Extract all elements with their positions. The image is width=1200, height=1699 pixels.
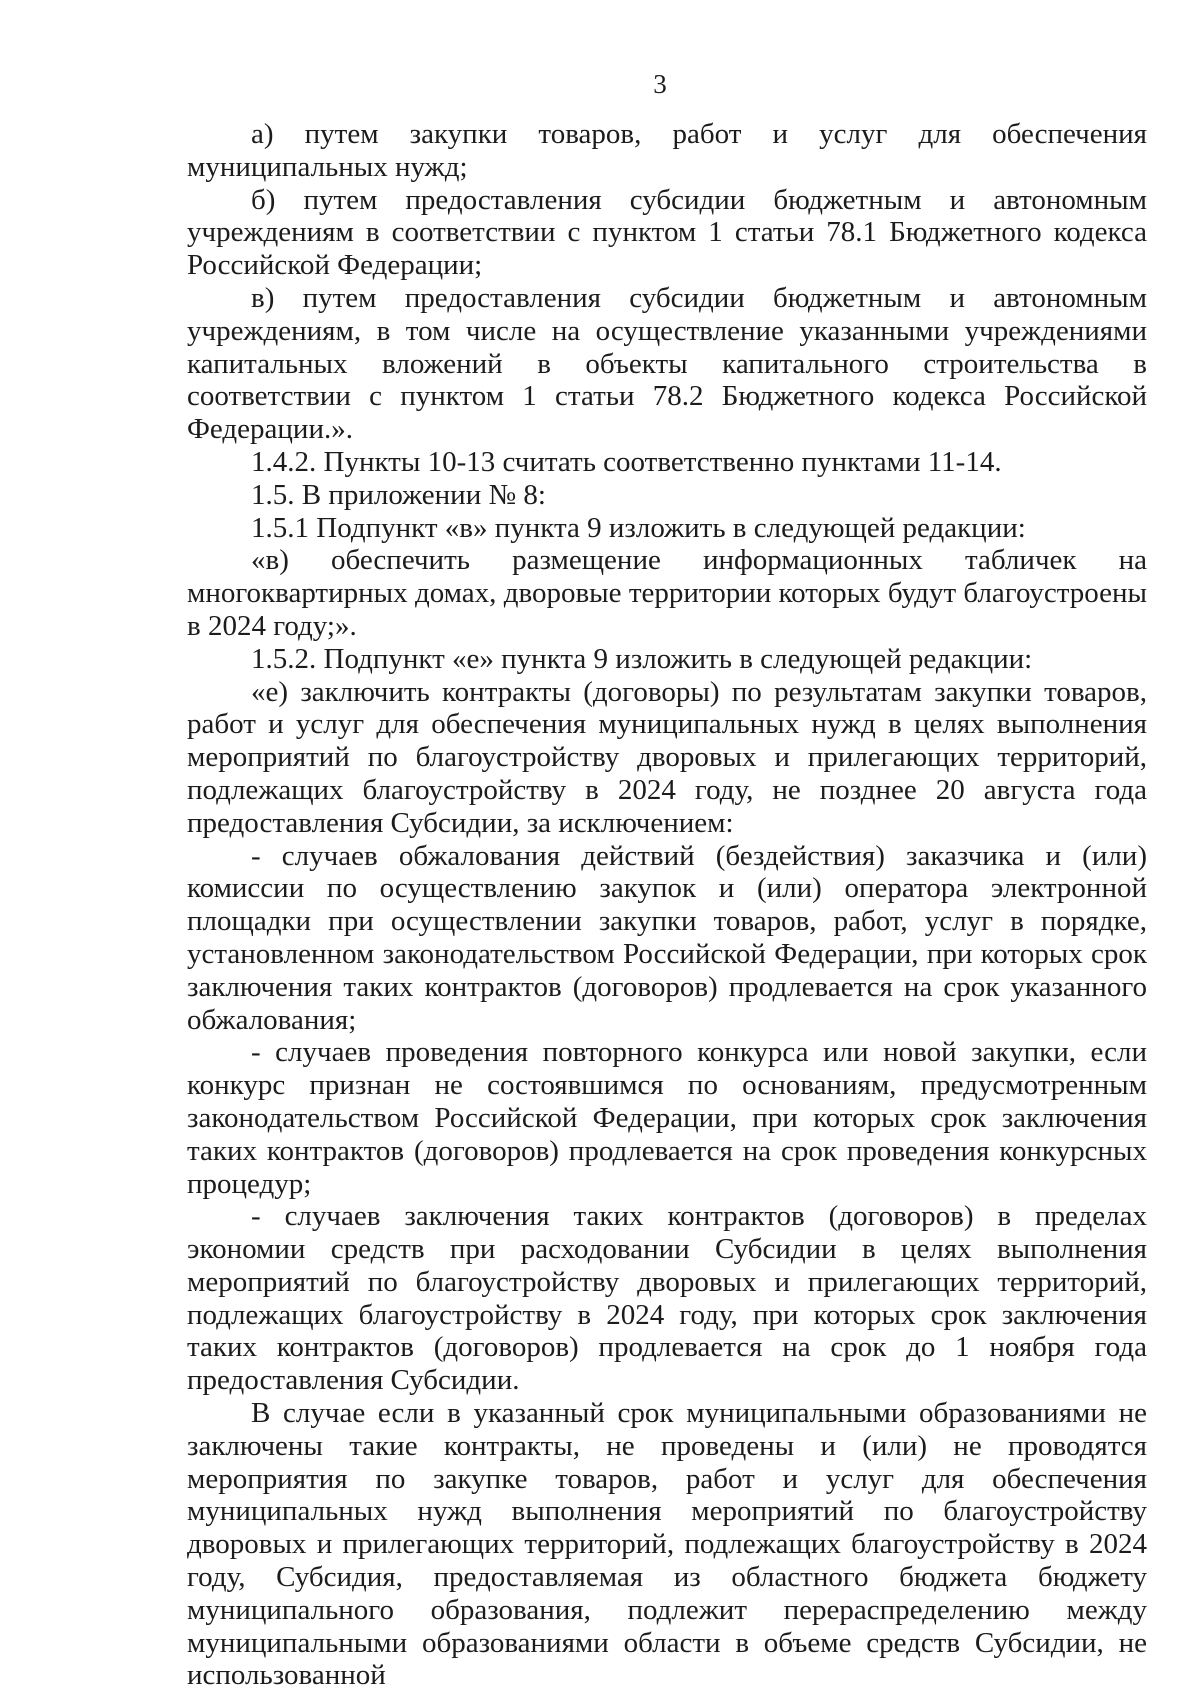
paragraph-quoted-v: «в) обеспечить размещение информационных табличек на многоквартирных домах, дворовые территории которых будут благоустроены в 2024 году;». bbox=[187, 544, 1147, 642]
paragraph-1-5-1: 1.5.1 Подпункт «в» пункта 9 изложить в следующей редакции: bbox=[251, 511, 1026, 544]
paragraph-quoted-e: «е) заключить контракты (договоры) по результатам закупки товаров, работ и услуг для обеспечения муниципальных нужд в целях выполнения мероприятий по благоустройству дворовых и прилегающих территорий, подлежащих благоустройству в 2024 году, не позднее 20 августа года предоставления Субсидии, за исключением: bbox=[187, 675, 1147, 839]
paragraph-exception-savings: - случаев заключения таких контрактов (договоров) в пределах экономии средств при расходовании Субсидии в целях выполнения мероприятий по благоустройству дворовых и прилегающих территорий, подлежащих благоустройству в 2024 году, при которых срок заключения таких контрактов (договоров) продлевается на срок до 1 ноября года предоставления Субсидии. bbox=[187, 1200, 1147, 1397]
paragraph-item-v: в) путем предоставления субсидии бюджетным и автономным учреждениям, в том числе на осуществление указанными учреждениями капитальных вложений в объекты капитального строительства в соответствии с пунктом 1 статьи 78.2 Бюджетного кодекса Российской Федерации.». bbox=[187, 281, 1147, 446]
paragraph-exception-repeat-tender: - случаев проведения повторного конкурса или новой закупки, если конкурс признан не состоявшимся по основаниям, предусмотренным законодательством Российской Федерации, при которых срок заключения таких контрактов (договоров) продлевается на срок проведения конкурсных процедур; bbox=[187, 1036, 1147, 1200]
paragraph-1-5: 1.5. В приложении № 8: bbox=[251, 478, 546, 511]
paragraph-redistribution: В случае если в указанный срок муниципальными образованиями не заключены такие контракты, не проведены и (или) не проводятся мероприятия по закупке товаров, работ и услуг для обеспечения муниципальных нужд выполнения мероприятий по благоустройству дворовых и прилегающих территорий, подлежащих благоустройству в 2024 году, Субсидия, предоставляемая из областного бюджета бюджету муниципального образования, подлежит перераспределению между муниципальными образованиями области в объеме средств Субсидии, не использованной bbox=[187, 1397, 1147, 1692]
paragraph-1-5-2: 1.5.2. Подпункт «е» пункта 9 изложить в следующей редакции: bbox=[251, 642, 1033, 675]
page-number: 3 bbox=[653, 69, 667, 99]
paragraph-1-4-2: 1.4.2. Пункты 10-13 считать соответственно пунктами 11-14. bbox=[251, 445, 1002, 478]
document-body bbox=[187, 118, 1147, 1692]
paragraph-item-a: а) путем закупки товаров, работ и услуг для обеспечения муниципальных нужд; bbox=[187, 118, 1147, 183]
paragraph-exception-appeal: - случаев обжалования действий (бездействия) заказчика и (или) комиссии по осуществлению закупок и (или) оператора электронной площадки при осуществлении закупки товаров, работ, услуг в порядке, установленном законодательством Российской Федерации, при которых срок заключения таких контрактов (договоров) продлевается на срок указанного обжалования; bbox=[187, 839, 1147, 1036]
paragraph-item-b: б) путем предоставления субсидии бюджетным и автономным учреждениям в соответствии с пунктом 1 статьи 78.1 Бюджетного кодекса Российской Федерации; bbox=[187, 183, 1147, 282]
